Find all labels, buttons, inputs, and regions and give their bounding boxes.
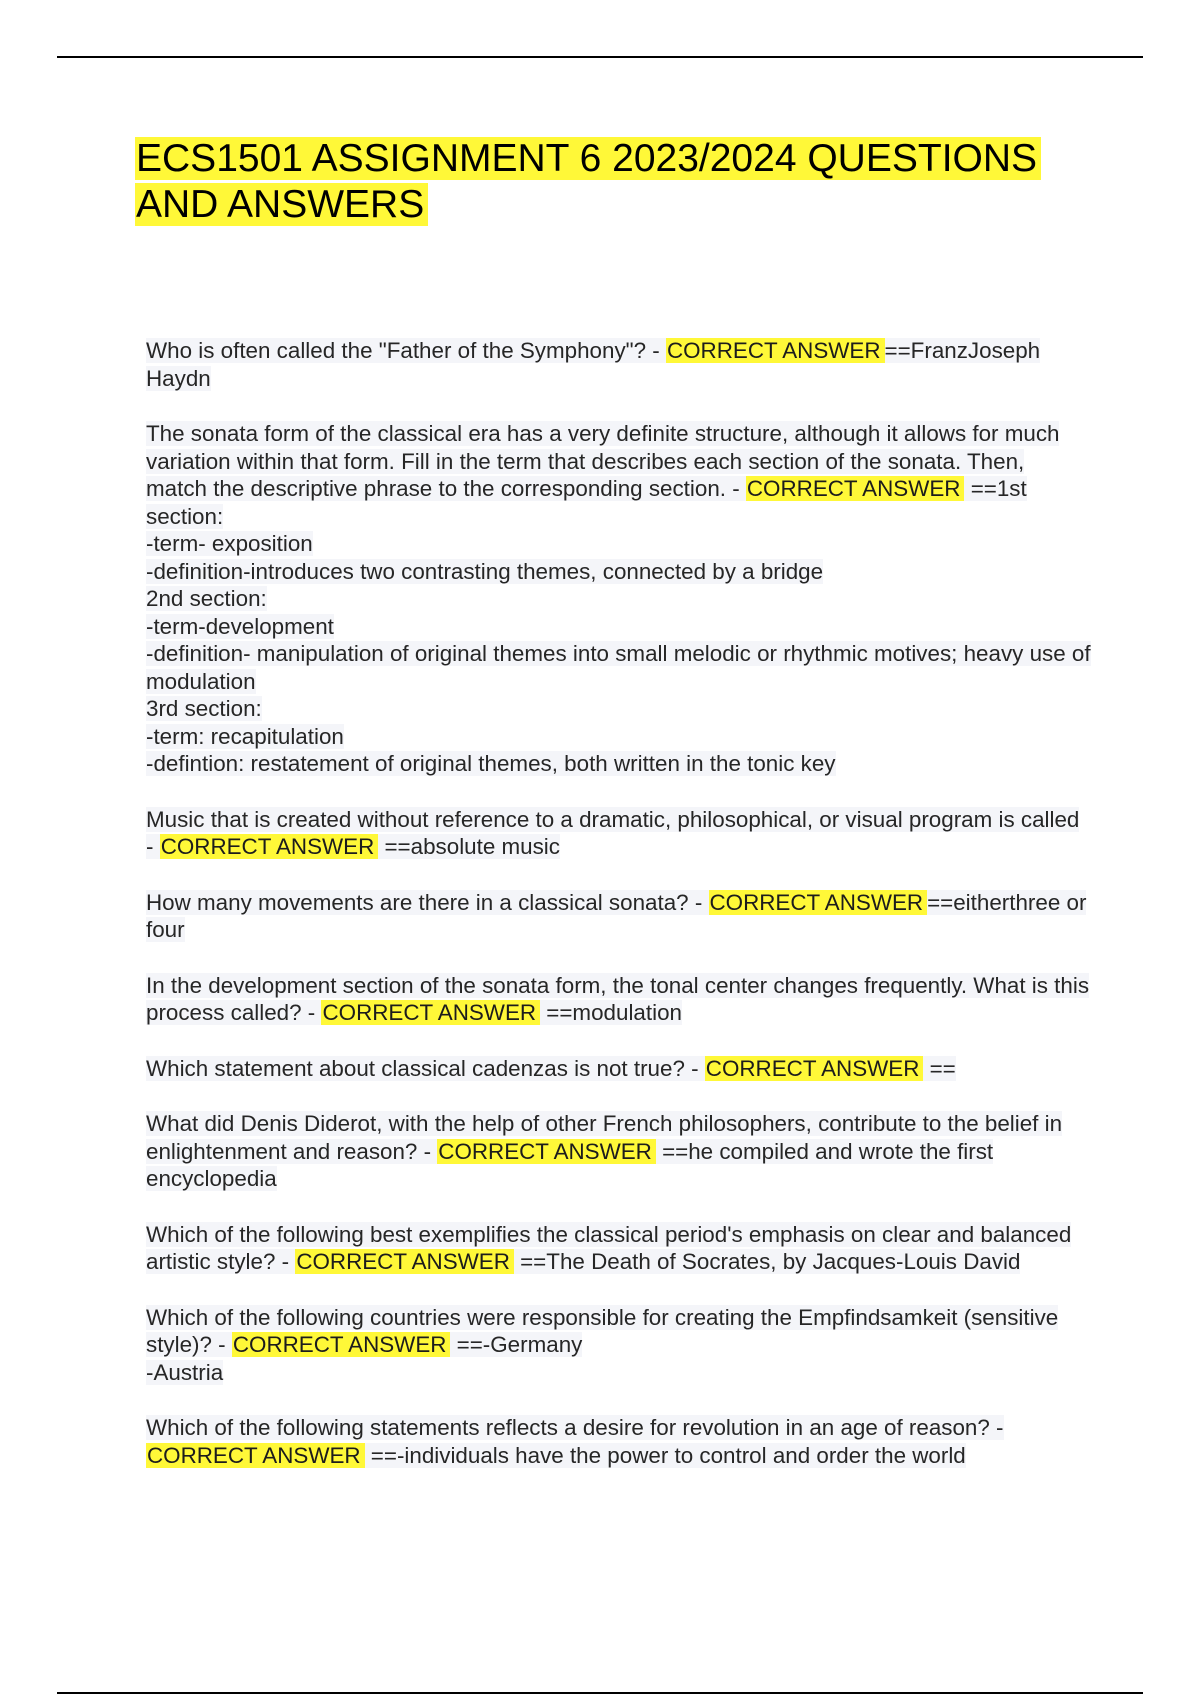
answer-line: -definition-introduces two contrasting themes, connected by a bridge: [146, 558, 824, 584]
answer-line: -term-development: [146, 613, 334, 639]
answer-line: ==The Death of Socrates, by Jacques-Louis David: [513, 1249, 1021, 1274]
answer-line: -Austria: [146, 1359, 224, 1385]
qa-item: [146, 1414, 1091, 1469]
question-text: Which statement about classical cadenzas is not true? -: [146, 1055, 705, 1081]
question-text: How many movements are there in a classical sonata? -: [146, 889, 709, 915]
answer-line: ==1st section:: [146, 476, 1027, 529]
qa-item: [146, 889, 1091, 944]
question-text: In the development section of the sonata form, the tonal center changes frequently. What is this process called? -: [146, 972, 1090, 1025]
qa-item: [146, 1055, 1091, 1083]
answer-line: ==absolute music: [378, 834, 560, 859]
question-text: Music that is created without reference to a dramatic, philosophical, or visual program is called -: [146, 806, 1080, 859]
answer-line: -definition- manipulation of original themes into small melodic or rhythmic motives; heavy use of modulation: [146, 641, 1091, 694]
correct-answer-label: CORRECT ANSWER: [160, 834, 379, 859]
answer-line: ==FranzJoseph Haydn: [146, 338, 1041, 391]
answer-line: -term: recapitulation: [146, 723, 344, 749]
answer-line: -term- exposition: [146, 531, 313, 556]
correct-answer-label: CORRECT ANSWER: [709, 890, 928, 915]
qa-item: [146, 1221, 1091, 1276]
correct-answer-label: CORRECT ANSWER: [746, 476, 965, 501]
question-text: Which of the following countries were responsible for creating the Empfindsamkeit (sensitive style)? -: [146, 1304, 1059, 1357]
answer-line: 3rd section:: [146, 696, 262, 721]
title-line-1: ECS1501 ASSIGNMENT 6 2023/2024 QUESTIONS: [135, 137, 1041, 180]
top-rule: [57, 56, 1143, 58]
answer-line: ==modulation: [540, 1000, 682, 1025]
qa-item: [146, 1110, 1091, 1193]
qa-item: [146, 337, 1091, 392]
answer-line: ==-Germany: [450, 1332, 583, 1357]
correct-answer-label: CORRECT ANSWER: [705, 1056, 924, 1081]
correct-answer-label: CORRECT ANSWER: [321, 1000, 540, 1025]
qa-list: [146, 337, 1091, 1497]
correct-answer-label: CORRECT ANSWER: [437, 1139, 656, 1164]
correct-answer-label: CORRECT ANSWER: [666, 338, 885, 363]
question-text: Which of the following best exemplifies the classical period's emphasis on clear and balanced artistic style? -: [146, 1221, 1072, 1274]
title-line-2: AND ANSWERS: [135, 183, 428, 226]
answer-line: ==-individuals have the power to control and order the world: [364, 1442, 966, 1468]
answer-line: ==he compiled and wrote the first encyclopedia: [146, 1138, 994, 1191]
answer-line: ==eitherthree or four: [146, 889, 1087, 942]
answer-line: -defintion: restatement of original themes, both written in the tonic key: [146, 751, 836, 776]
document-title: [135, 136, 1095, 228]
answer-line: 2nd section:: [146, 586, 267, 611]
question-text: What did Denis Diderot, with the help of other French philosophers, contribute to the belief in enlightenment and reason? -: [146, 1111, 1063, 1164]
correct-answer-label: CORRECT ANSWER: [146, 1443, 365, 1468]
correct-answer-label: CORRECT ANSWER: [295, 1249, 514, 1274]
answer-line: ==: [923, 1055, 956, 1081]
qa-item: [146, 1304, 1091, 1387]
bottom-rule: [57, 1692, 1143, 1694]
question-text: The sonata form of the classical era has a very definite structure, although it allows for much variation within that form. Fill in the term that describes each section of the sonata. Then, match the descriptive phrase to the corresponding section. -: [146, 421, 1060, 501]
qa-item: [146, 806, 1091, 861]
question-text: Which of the following statements reflects a desire for revolution in an age of reason? -: [146, 1415, 1004, 1440]
correct-answer-label: CORRECT ANSWER: [232, 1332, 451, 1357]
question-text: Who is often called the "Father of the Symphony"? -: [146, 338, 666, 363]
qa-item: [146, 420, 1091, 778]
qa-item: [146, 972, 1091, 1027]
